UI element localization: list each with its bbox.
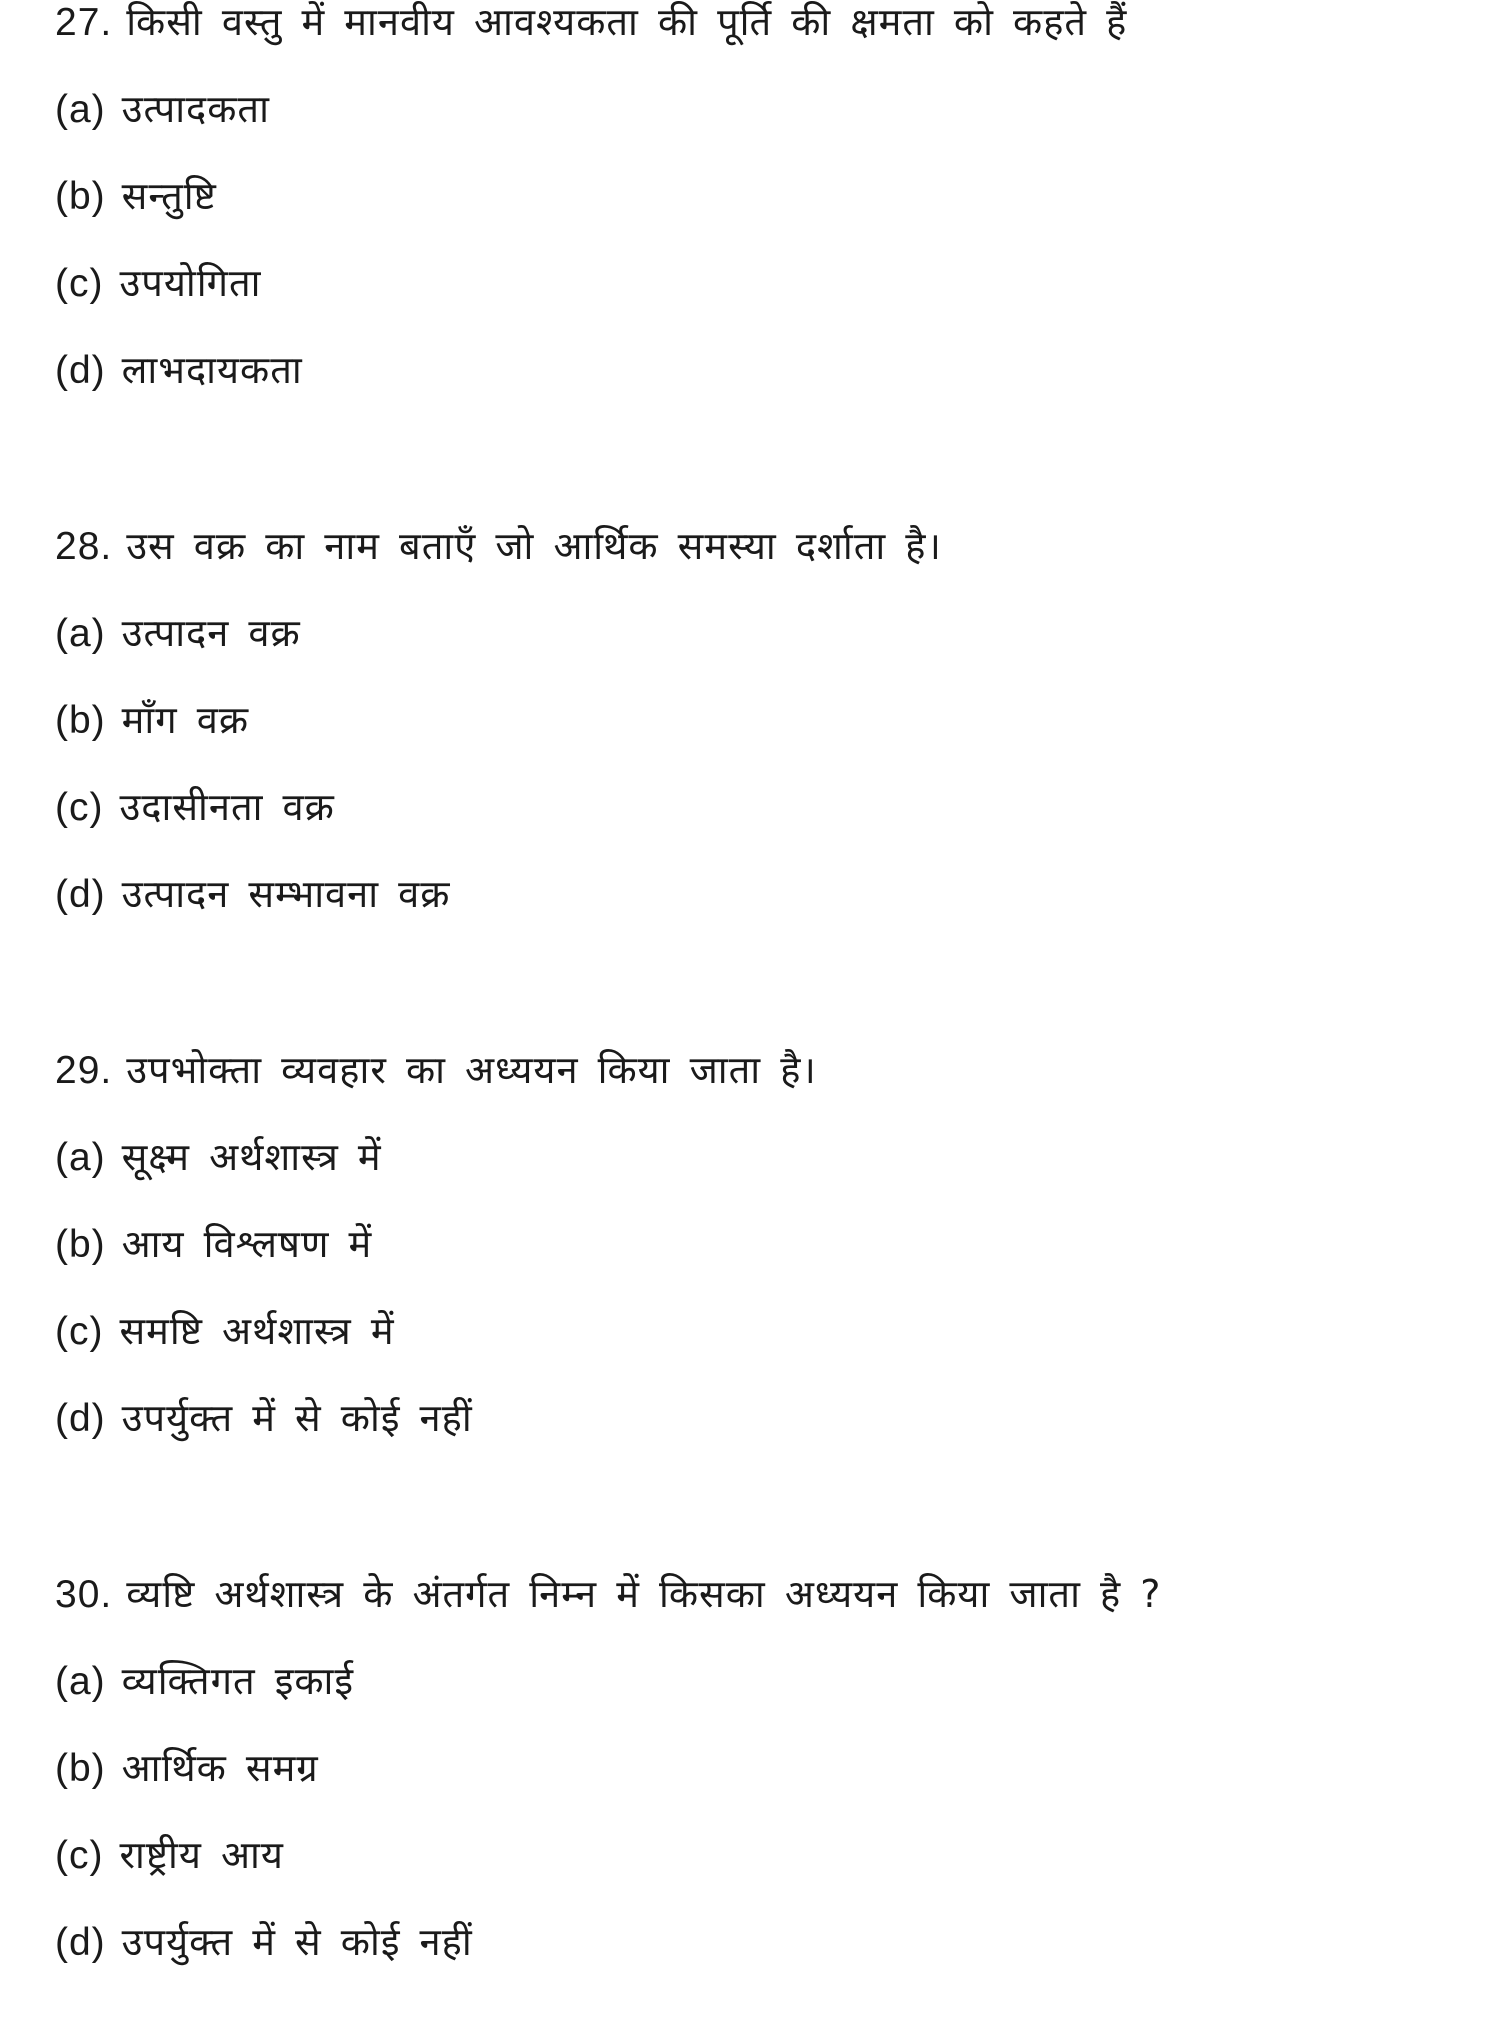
option-text: उपर्युक्त में से कोई नहीं bbox=[121, 1920, 473, 1964]
question-27 bbox=[55, 0, 1127, 53]
question-number: 30. bbox=[55, 1573, 113, 1616]
option-28-c bbox=[55, 777, 335, 838]
option-29-b bbox=[55, 1214, 372, 1275]
option-29-d bbox=[55, 1388, 473, 1449]
option-27-a bbox=[55, 79, 270, 140]
option-text: समष्टि अर्थशास्त्र में bbox=[119, 1309, 395, 1353]
option-label: (c) bbox=[55, 1834, 104, 1877]
option-label: (d) bbox=[55, 873, 106, 916]
option-text: आर्थिक समग्र bbox=[121, 1746, 319, 1790]
option-text: उत्पादकता bbox=[121, 87, 270, 131]
option-28-d bbox=[55, 864, 451, 925]
question-number: 28. bbox=[55, 525, 113, 568]
option-label: (d) bbox=[55, 349, 106, 392]
option-label: (b) bbox=[55, 1223, 106, 1266]
option-text: लाभदायकता bbox=[121, 348, 303, 392]
question-text: उपभोक्ता व्यवहार का अध्ययन किया जाता है। bbox=[126, 1048, 817, 1092]
question-number: 29. bbox=[55, 1049, 113, 1092]
option-29-c bbox=[55, 1301, 395, 1362]
option-text: उदासीनता वक्र bbox=[119, 785, 335, 829]
question-text: उस वक्र का नाम बताएँ जो आर्थिक समस्या दर्शाता है। bbox=[126, 524, 942, 568]
option-label: (d) bbox=[55, 1921, 106, 1964]
option-text: उपर्युक्त में से कोई नहीं bbox=[121, 1396, 473, 1440]
option-label: (c) bbox=[55, 262, 104, 305]
option-27-c bbox=[55, 253, 262, 314]
option-label: (a) bbox=[55, 88, 106, 131]
option-28-b bbox=[55, 690, 249, 751]
option-text: उत्पादन सम्भावना वक्र bbox=[121, 872, 451, 916]
option-text: सन्तुष्टि bbox=[121, 174, 217, 218]
question-30 bbox=[55, 1564, 1161, 1625]
option-text: उपयोगिता bbox=[119, 261, 262, 305]
option-28-a bbox=[55, 603, 301, 664]
question-number: 27. bbox=[55, 1, 113, 44]
option-29-a bbox=[55, 1127, 382, 1188]
option-text: उत्पादन वक्र bbox=[121, 611, 301, 655]
option-30-d bbox=[55, 1912, 473, 1973]
question-text: व्यष्टि अर्थशास्त्र के अंतर्गत निम्न में किसका अध्ययन किया जाता है ? bbox=[126, 1572, 1162, 1616]
option-text: माँग वक्र bbox=[121, 698, 250, 742]
option-label: (a) bbox=[55, 1136, 106, 1179]
option-text: सूक्ष्म अर्थशास्त्र में bbox=[121, 1135, 382, 1179]
question-text: किसी वस्तु में मानवीय आवश्यकता की पूर्ति की क्षमता को कहते हैं bbox=[126, 0, 1128, 44]
option-text: व्यक्तिगत इकाई bbox=[121, 1659, 355, 1703]
option-27-b bbox=[55, 166, 217, 227]
option-label: (c) bbox=[55, 786, 104, 829]
option-30-c bbox=[55, 1825, 284, 1886]
option-text: आय विश्लषण में bbox=[121, 1222, 373, 1266]
option-label: (b) bbox=[55, 175, 106, 218]
option-27-d bbox=[55, 340, 303, 401]
question-28 bbox=[55, 516, 942, 577]
option-label: (b) bbox=[55, 1747, 106, 1790]
option-text: राष्ट्रीय आय bbox=[119, 1833, 284, 1877]
option-label: (a) bbox=[55, 1660, 106, 1703]
option-label: (b) bbox=[55, 699, 106, 742]
option-30-b bbox=[55, 1738, 319, 1799]
question-29 bbox=[55, 1040, 817, 1101]
option-label: (c) bbox=[55, 1310, 104, 1353]
option-label: (d) bbox=[55, 1397, 106, 1440]
option-30-a bbox=[55, 1651, 354, 1712]
option-label: (a) bbox=[55, 612, 106, 655]
